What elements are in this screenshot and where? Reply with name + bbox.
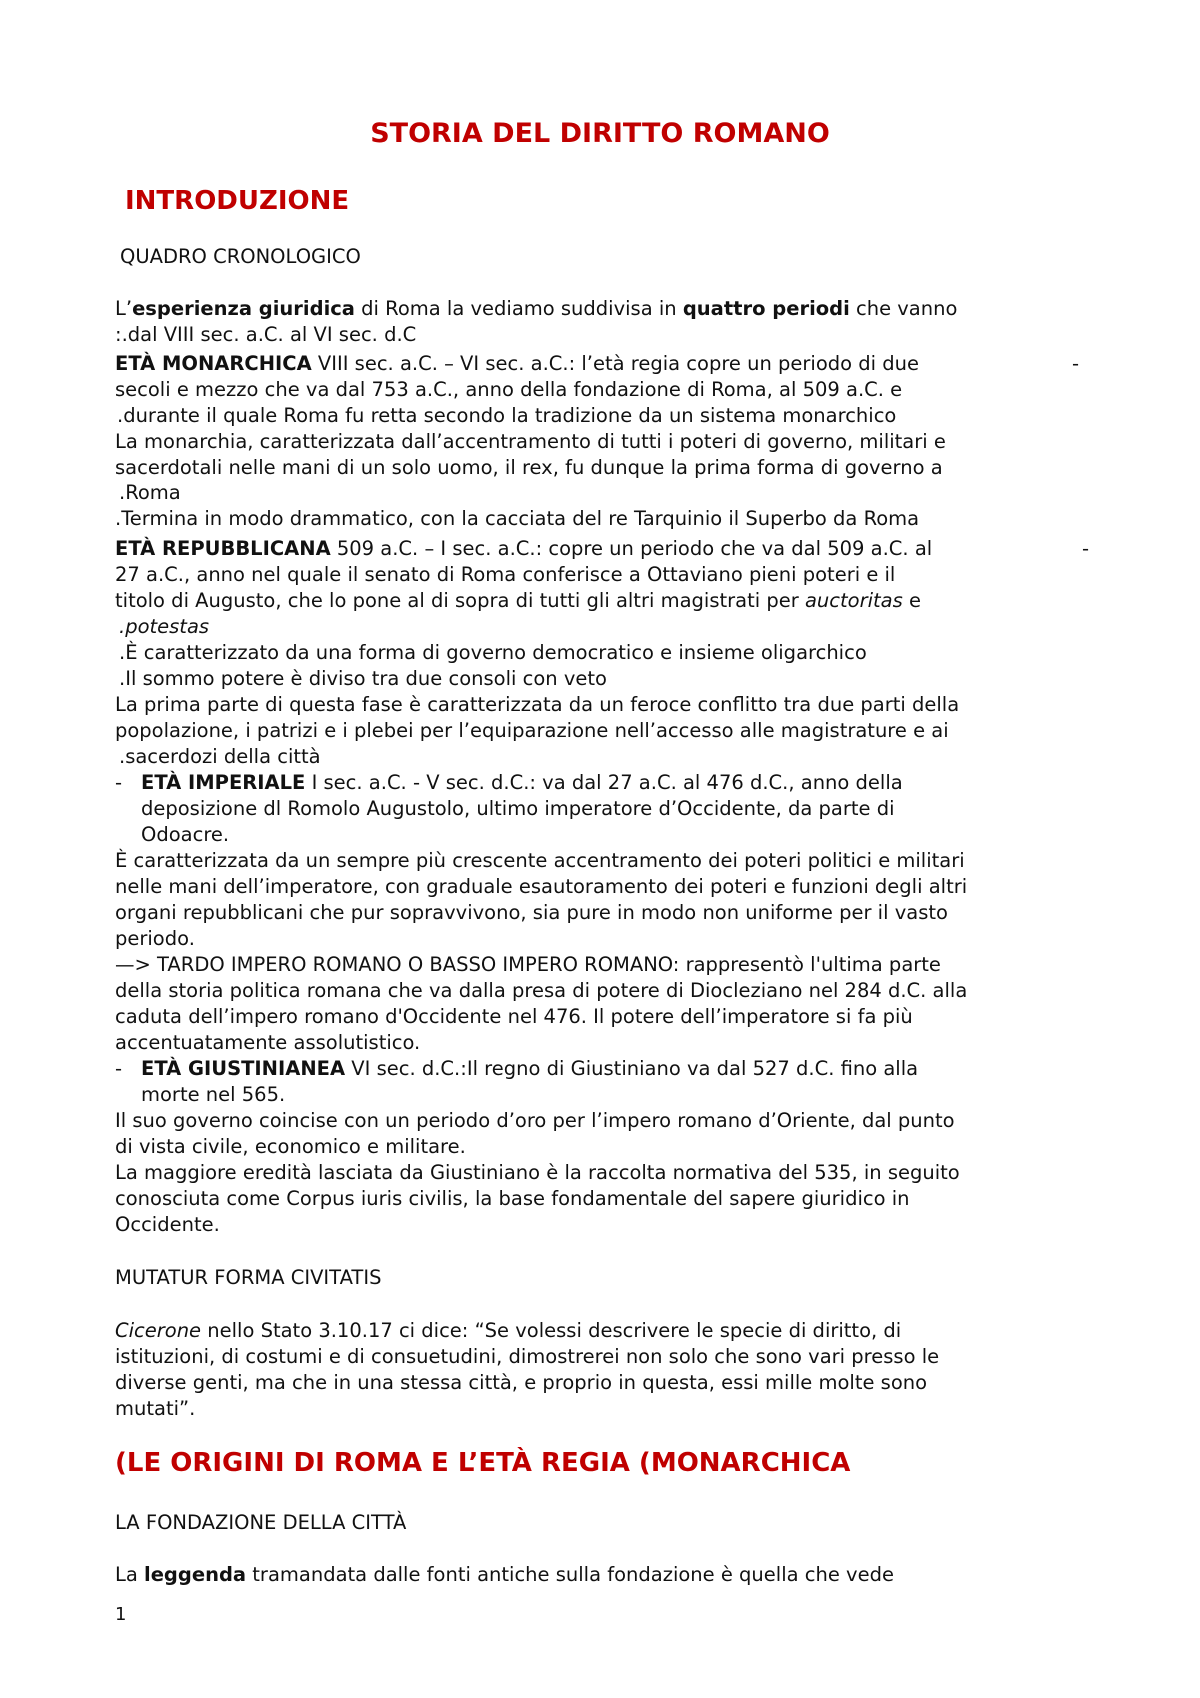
paragraph-line: .potestas: [119, 615, 210, 638]
paragraph-line: .durante il quale Roma fu retta secondo la tradizione da un sistema monarchico: [117, 404, 897, 427]
paragraph-line: ETÀ REPUBBLICANA 509 a.C. – I sec. a.C.: copre un periodo che va dal 509 a.C. al: [115, 537, 933, 560]
era-label-giustinianea: ETÀ GIUSTINIANEA: [141, 1057, 346, 1080]
paragraph-line: L’esperienza giuridica di Roma la vediamo suddivisa in quattro periodi che vanno: [115, 297, 958, 320]
list-dash: -: [1072, 352, 1080, 375]
paragraph-line: sacerdotali nelle mani di un solo uomo, il rex, fu dunque la prima forma di governo a: [115, 456, 943, 479]
paragraph-line: conosciuta come Corpus iuris civilis, la base fondamentale del sapere giuridico in: [115, 1187, 910, 1210]
paragraph-line: La monarchia, caratterizzata dall’accentramento di tutti i poteri di governo, militari e: [115, 430, 946, 453]
paragraph-line: morte nel 565.: [141, 1083, 286, 1106]
paragraph-line: È caratterizzata da un sempre più crescente accentramento dei poteri politici e militari: [115, 849, 965, 872]
era-label-imperiale: ETÀ IMPERIALE: [141, 771, 306, 794]
paragraph-line: :.dal VIII sec. a.C. al VI sec. d.C: [115, 323, 417, 346]
paragraph-line: mutati”.: [115, 1397, 196, 1420]
section-heading-origini: (LE ORIGINI DI ROMA E L’ETÀ REGIA (MONARCHICA: [115, 1448, 851, 1478]
list-dash: -: [115, 771, 123, 794]
era-label-repubblicana: ETÀ REPUBBLICANA: [115, 537, 331, 560]
paragraph-line: periodo.: [115, 927, 195, 950]
paragraph-line: Occidente.: [115, 1213, 220, 1236]
paragraph-line: organi repubblicani che pur sopravvivono, sia pure in modo non uniforme per il vasto: [115, 901, 948, 924]
paragraph-line: La leggenda tramandata dalle fonti antiche sulla fondazione è quella che vede: [115, 1563, 894, 1586]
paragraph-line: accentuatamente assolutistico.: [115, 1031, 421, 1054]
paragraph-line: di vista civile, economico e militare.: [115, 1135, 466, 1158]
paragraph-line: .Roma: [119, 481, 181, 504]
subheading-quadro-cronologico: QUADRO CRONOLOGICO: [120, 245, 361, 268]
subheading-mutatur-forma-civitatis: MUTATUR FORMA CIVITATIS: [115, 1266, 382, 1289]
paragraph-line: deposizione dl Romolo Augustolo, ultimo imperatore d’Occidente, da parte di: [141, 797, 895, 820]
paragraph-line: Cicerone nello Stato 3.10.17 ci dice: “Se volessi descrivere le specie di diritto, di: [115, 1319, 902, 1342]
paragraph-line: Il suo governo coincise con un periodo d’oro per l’impero romano d’Oriente, dal punto: [115, 1109, 955, 1132]
paragraph-line: ETÀ GIUSTINIANEA VI sec. d.C.:Il regno di Giustiniano va dal 527 d.C. fino alla: [141, 1057, 919, 1080]
paragraph-line: .sacerdozi della città: [119, 745, 321, 768]
paragraph-line: .Termina in modo drammatico, con la cacciata del re Tarquinio il Superbo da Roma: [115, 507, 920, 530]
document-title: STORIA DEL DIRITTO ROMANO: [370, 118, 830, 149]
section-heading-introduzione: INTRODUZIONE: [125, 186, 350, 216]
paragraph-line: secoli e mezzo che va dal 753 a.C., anno della fondazione di Roma, al 509 a.C. e: [115, 378, 903, 401]
paragraph-line: ETÀ MONARCHICA VIII sec. a.C. – VI sec. a.C.: l’età regia copre un periodo di due: [115, 352, 919, 375]
paragraph-line: titolo di Augusto, che lo pone al di sopra di tutti gli altri magistrati per auctoritas e: [115, 589, 921, 612]
list-dash: -: [1082, 537, 1090, 560]
paragraph-line: nelle mani dell’imperatore, con graduale esautoramento dei poteri e funzioni degli altri: [115, 875, 968, 898]
paragraph-line: istituzioni, di costumi e di consuetudini, dimostrerei non solo che sono vari presso le: [115, 1345, 940, 1368]
era-label-monarchica: ETÀ MONARCHICA: [115, 352, 312, 375]
paragraph-line: .Il sommo potere è diviso tra due consoli con veto: [119, 667, 607, 690]
paragraph-line: popolazione, i patrizi e i plebei per l’equiparazione nell’accesso alle magistrature e ai: [115, 719, 949, 742]
page-number: 1: [115, 1604, 127, 1625]
paragraph-line: caduta dell’impero romano d'Occidente nel 476. Il potere dell’imperatore si fa più: [115, 1005, 913, 1028]
paragraph-line: —> TARDO IMPERO ROMANO O BASSO IMPERO ROMANO: rappresentò l'ultima parte: [115, 953, 941, 976]
paragraph-line: ETÀ IMPERIALE I sec. a.C. - V sec. d.C.: va dal 27 a.C. al 476 d.C., anno della: [141, 771, 903, 794]
paragraph-line: Odoacre.: [141, 823, 230, 846]
paragraph-line: .È caratterizzato da una forma di governo democratico e insieme oligarchico: [119, 641, 867, 664]
paragraph-line: La maggiore eredità lasciata da Giustiniano è la raccolta normativa del 535, in seguito: [115, 1161, 960, 1184]
list-dash: -: [115, 1057, 123, 1080]
subheading-fondazione: LA FONDAZIONE DELLA CITTÀ: [115, 1511, 407, 1534]
paragraph-line: diverse genti, ma che in una stessa città, e proprio in questa, essi mille molte sono: [115, 1371, 928, 1394]
paragraph-line: della storia politica romana che va dalla presa di potere di Diocleziano nel 284 d.C. alla: [115, 979, 968, 1002]
paragraph-line: 27 a.C., anno nel quale il senato di Roma conferisce a Ottaviano pieni poteri e il: [115, 563, 896, 586]
paragraph-line: La prima parte di questa fase è caratterizzata da un feroce conflitto tra due parti della: [115, 693, 960, 716]
